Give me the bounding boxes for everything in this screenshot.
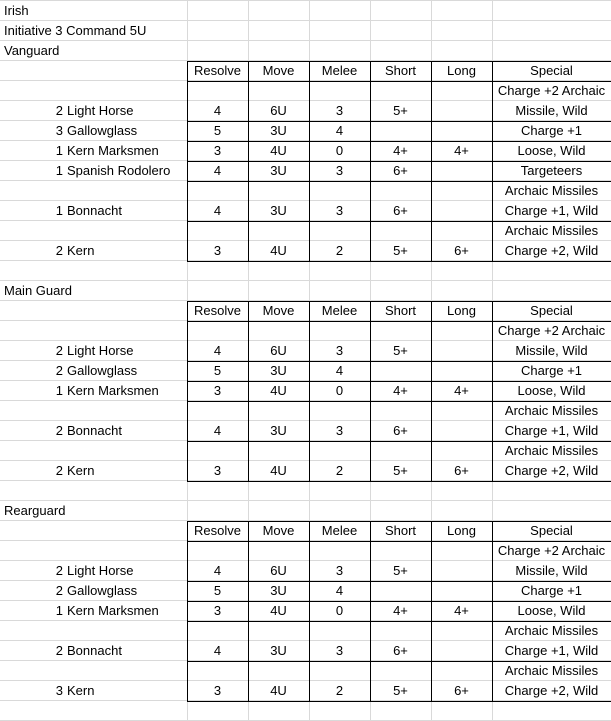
stat-resolve[interactable]: 3 xyxy=(213,143,222,158)
special-text[interactable]: Archaic Missiles xyxy=(504,623,599,638)
table-cell-box xyxy=(431,121,493,142)
stat-melee[interactable]: 4 xyxy=(335,363,344,378)
special-text[interactable]: Archaic Missiles xyxy=(504,663,599,678)
stat-melee[interactable]: 0 xyxy=(335,383,344,398)
stat-resolve[interactable]: 4 xyxy=(213,203,222,218)
stat-melee[interactable]: 3 xyxy=(335,423,344,438)
table-cell-box xyxy=(431,181,493,222)
stat-short[interactable]: 5+ xyxy=(393,563,408,578)
table-cell-box xyxy=(370,581,432,602)
special-text[interactable]: Missile, Wild xyxy=(515,343,588,358)
unit-name[interactable]: Bonnacht xyxy=(67,203,122,218)
gridline xyxy=(0,500,611,501)
stat-move[interactable]: 3U xyxy=(270,363,287,378)
special-text[interactable]: Missile, Wild xyxy=(515,563,588,578)
stat-move[interactable]: 3U xyxy=(270,203,287,218)
column-header[interactable]: Long xyxy=(447,303,476,318)
table-cell-box xyxy=(431,361,493,382)
stat-melee[interactable]: 0 xyxy=(335,603,344,618)
stat-melee[interactable]: 2 xyxy=(335,463,344,478)
special-text[interactable]: Missile, Wild xyxy=(515,103,588,118)
stat-melee[interactable]: 3 xyxy=(335,203,344,218)
sheet-subtitle[interactable]: Initiative 3 Command 5U xyxy=(4,23,147,38)
stat-move[interactable]: 6U xyxy=(270,563,287,578)
table-cell-box xyxy=(431,161,493,182)
column-header[interactable]: Melee xyxy=(321,63,358,78)
stat-short[interactable]: 5+ xyxy=(393,343,408,358)
column-header[interactable]: Move xyxy=(262,523,295,538)
stat-resolve[interactable]: 3 xyxy=(213,243,222,258)
stat-resolve[interactable]: 3 xyxy=(213,683,222,698)
stat-move[interactable]: 3U xyxy=(270,163,287,178)
special-text[interactable]: Charge +1, Wild xyxy=(504,203,599,218)
special-text[interactable]: Targeteers xyxy=(520,163,583,178)
stat-long[interactable]: 6+ xyxy=(454,683,469,698)
stat-short[interactable]: 5+ xyxy=(393,463,408,478)
unit-name[interactable]: Spanish Rodolero xyxy=(67,163,171,178)
special-text[interactable]: Charge +2, Wild xyxy=(504,243,599,258)
column-header[interactable]: Special xyxy=(530,63,573,78)
special-text[interactable]: Charge +2 Archaic xyxy=(497,323,606,338)
stat-melee[interactable]: 0 xyxy=(335,143,344,158)
stat-resolve[interactable]: 4 xyxy=(213,423,222,438)
unit-count[interactable]: 1 xyxy=(55,603,63,618)
stat-move[interactable]: 4U xyxy=(270,603,287,618)
stat-melee[interactable]: 2 xyxy=(335,683,344,698)
special-text[interactable]: Charge +2, Wild xyxy=(504,463,599,478)
section-title[interactable]: Main Guard xyxy=(4,283,72,298)
section-title[interactable]: Rearguard xyxy=(4,503,66,518)
stat-long[interactable]: 4+ xyxy=(454,143,469,158)
column-header[interactable]: Resolve xyxy=(194,303,241,318)
unit-name[interactable]: Kern xyxy=(67,683,95,698)
column-header[interactable]: Short xyxy=(384,523,417,538)
stat-melee[interactable]: 3 xyxy=(335,643,344,658)
special-text[interactable]: Charge +1 xyxy=(520,583,583,598)
column-header[interactable]: Resolve xyxy=(194,523,241,538)
table-cell-box xyxy=(370,361,432,382)
special-text[interactable]: Archaic Missiles xyxy=(504,223,599,238)
stat-short[interactable]: 4+ xyxy=(393,603,408,618)
unit-count[interactable]: 3 xyxy=(55,683,63,698)
stat-melee[interactable]: 3 xyxy=(335,563,344,578)
table-cell-box xyxy=(431,81,493,122)
special-text[interactable]: Archaic Missiles xyxy=(504,403,599,418)
gridline xyxy=(0,40,611,41)
stat-move[interactable]: 4U xyxy=(270,463,287,478)
section-title[interactable]: Vanguard xyxy=(4,43,60,58)
stat-melee[interactable]: 3 xyxy=(335,163,344,178)
column-header[interactable]: Melee xyxy=(321,303,358,318)
unit-name[interactable]: Gallowglass xyxy=(67,123,138,138)
stat-resolve[interactable]: 5 xyxy=(213,363,222,378)
gridline xyxy=(0,280,611,281)
gridline xyxy=(0,0,611,1)
stat-move[interactable]: 3U xyxy=(270,123,287,138)
unit-count[interactable]: 2 xyxy=(55,563,63,578)
table-cell-box xyxy=(370,121,432,142)
column-header[interactable]: Long xyxy=(447,523,476,538)
column-header[interactable]: Short xyxy=(384,303,417,318)
unit-name[interactable]: Gallowglass xyxy=(67,363,138,378)
special-text[interactable]: Charge +1 xyxy=(520,363,583,378)
special-text[interactable]: Charge +2, Wild xyxy=(504,683,599,698)
unit-name[interactable]: Kern Marksmen xyxy=(67,383,159,398)
sheet-title[interactable]: Irish xyxy=(4,3,29,18)
unit-name[interactable]: Kern xyxy=(67,243,95,258)
stat-short[interactable]: 6+ xyxy=(393,163,408,178)
special-text[interactable]: Loose, Wild xyxy=(517,383,586,398)
stat-resolve[interactable]: 3 xyxy=(213,383,222,398)
unit-name[interactable]: Light Horse xyxy=(67,103,134,118)
column-header[interactable]: Resolve xyxy=(194,63,241,78)
stat-melee[interactable]: 3 xyxy=(335,343,344,358)
column-header[interactable]: Special xyxy=(530,523,573,538)
stat-move[interactable]: 3U xyxy=(270,423,287,438)
special-text[interactable]: Loose, Wild xyxy=(517,603,586,618)
stat-resolve[interactable]: 4 xyxy=(213,343,222,358)
stat-move[interactable]: 4U xyxy=(270,143,287,158)
stat-melee[interactable]: 2 xyxy=(335,243,344,258)
stat-short[interactable]: 5+ xyxy=(393,103,408,118)
unit-count[interactable]: 2 xyxy=(55,103,63,118)
unit-count[interactable]: 2 xyxy=(55,643,63,658)
stat-resolve[interactable]: 4 xyxy=(213,563,222,578)
stat-short[interactable]: 6+ xyxy=(393,203,408,218)
unit-name[interactable]: Bonnacht xyxy=(67,423,122,438)
unit-count[interactable]: 2 xyxy=(55,343,63,358)
unit-count[interactable]: 2 xyxy=(55,243,63,258)
unit-count[interactable]: 2 xyxy=(55,583,63,598)
stat-resolve[interactable]: 4 xyxy=(213,163,222,178)
stat-resolve[interactable]: 4 xyxy=(213,103,222,118)
stat-long[interactable]: 4+ xyxy=(454,603,469,618)
stat-resolve[interactable]: 5 xyxy=(213,583,222,598)
stat-short[interactable]: 5+ xyxy=(393,683,408,698)
gridline xyxy=(0,20,611,21)
column-header[interactable]: Move xyxy=(262,303,295,318)
table-cell-box xyxy=(431,621,493,662)
stat-resolve[interactable]: 3 xyxy=(213,603,222,618)
special-text[interactable]: Charge +2 Archaic xyxy=(497,543,606,558)
table-cell-box xyxy=(431,581,493,602)
stat-move[interactable]: 6U xyxy=(270,103,287,118)
special-text[interactable]: Charge +2 Archaic xyxy=(497,83,606,98)
stat-short[interactable]: 5+ xyxy=(393,243,408,258)
unit-count[interactable]: 2 xyxy=(55,363,63,378)
column-header[interactable]: Special xyxy=(530,303,573,318)
unit-count[interactable]: 1 xyxy=(55,203,63,218)
stat-short[interactable]: 4+ xyxy=(393,383,408,398)
stat-melee[interactable]: 3 xyxy=(335,103,344,118)
stat-move[interactable]: 4U xyxy=(270,243,287,258)
unit-name[interactable]: Light Horse xyxy=(67,563,134,578)
stat-melee[interactable]: 4 xyxy=(335,123,344,138)
table-cell-box xyxy=(431,321,493,362)
stat-short[interactable]: 6+ xyxy=(393,423,408,438)
column-header[interactable]: Long xyxy=(447,63,476,78)
table-cell-box xyxy=(431,401,493,442)
unit-count[interactable]: 1 xyxy=(55,163,63,178)
special-text[interactable]: Archaic Missiles xyxy=(504,183,599,198)
stat-long[interactable]: 6+ xyxy=(454,243,469,258)
unit-count[interactable]: 1 xyxy=(55,143,63,158)
unit-name[interactable]: Kern Marksmen xyxy=(67,603,159,618)
special-text[interactable]: Archaic Missiles xyxy=(504,443,599,458)
stat-short[interactable]: 4+ xyxy=(393,143,408,158)
unit-name[interactable]: Gallowglass xyxy=(67,583,138,598)
unit-name[interactable]: Kern xyxy=(67,463,95,478)
stat-move[interactable]: 3U xyxy=(270,583,287,598)
unit-count[interactable]: 2 xyxy=(55,423,63,438)
unit-name[interactable]: Light Horse xyxy=(67,343,134,358)
unit-name[interactable]: Bonnacht xyxy=(67,643,122,658)
stat-move[interactable]: 4U xyxy=(270,383,287,398)
column-header[interactable]: Move xyxy=(262,63,295,78)
stat-resolve[interactable]: 3 xyxy=(213,463,222,478)
stat-resolve[interactable]: 5 xyxy=(213,123,222,138)
stat-move[interactable]: 3U xyxy=(270,643,287,658)
stat-long[interactable]: 4+ xyxy=(454,383,469,398)
stat-move[interactable]: 6U xyxy=(270,343,287,358)
stat-move[interactable]: 4U xyxy=(270,683,287,698)
unit-count[interactable]: 2 xyxy=(55,463,63,478)
stat-long[interactable]: 6+ xyxy=(454,463,469,478)
unit-count[interactable]: 1 xyxy=(55,383,63,398)
special-text[interactable]: Charge +1, Wild xyxy=(504,643,599,658)
table-cell-box xyxy=(431,541,493,582)
unit-name[interactable]: Kern Marksmen xyxy=(67,143,159,158)
column-header[interactable]: Melee xyxy=(321,523,358,538)
special-text[interactable]: Loose, Wild xyxy=(517,143,586,158)
stat-melee[interactable]: 4 xyxy=(335,583,344,598)
special-text[interactable]: Charge +1 xyxy=(520,123,583,138)
special-text[interactable]: Charge +1, Wild xyxy=(504,423,599,438)
stat-resolve[interactable]: 4 xyxy=(213,643,222,658)
column-header[interactable]: Short xyxy=(384,63,417,78)
stat-short[interactable]: 6+ xyxy=(393,643,408,658)
unit-count[interactable]: 3 xyxy=(55,123,63,138)
